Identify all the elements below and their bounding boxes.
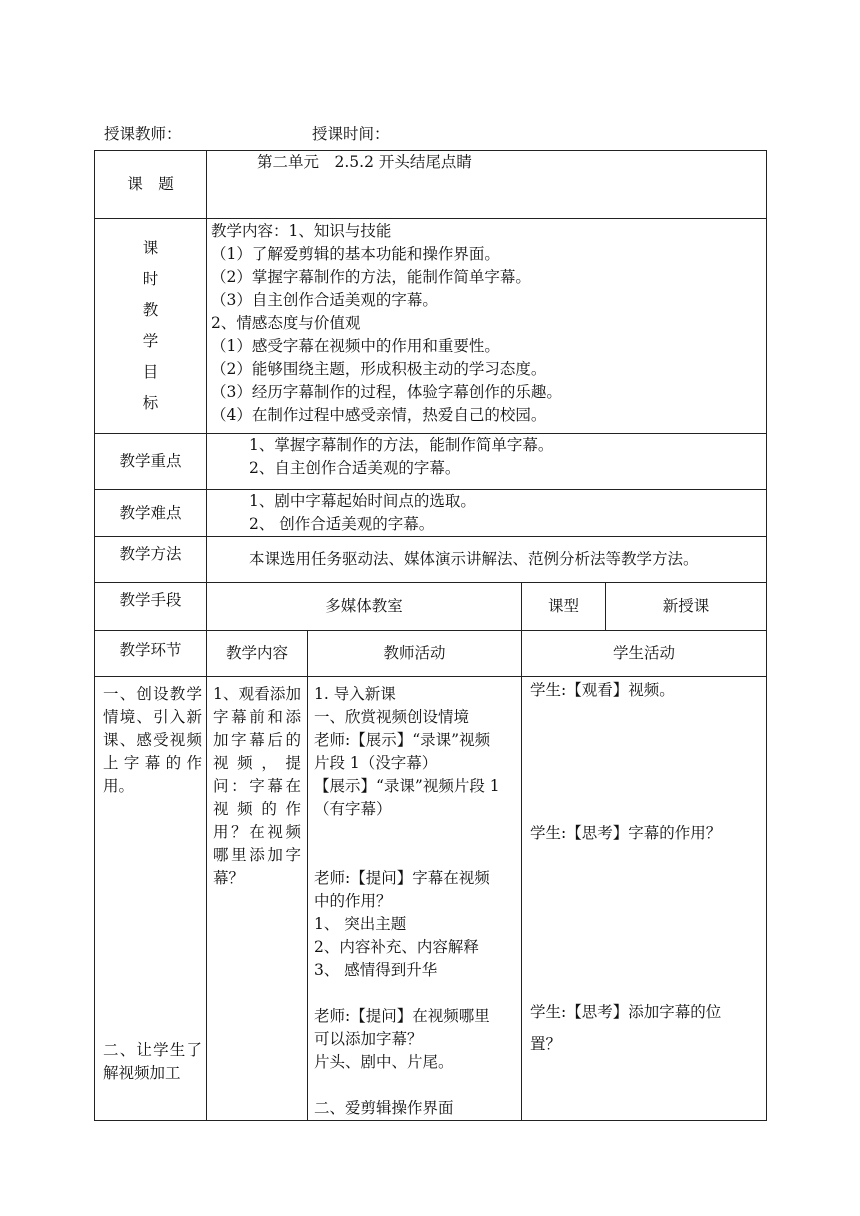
objective-line: 2、情感态度与价值观 (211, 314, 361, 332)
objectives-row (95, 219, 767, 434)
objective-line: （1）感受字幕在视频中的作用和重要性。 (211, 337, 500, 355)
topic-value: 第二单元 2.5.2 开头结尾点睛 (207, 151, 767, 219)
col-student-header: 学生活动 (522, 631, 767, 677)
objectives-label (95, 219, 207, 434)
key-point-line: 1、掌握字幕制作的方法，能制作简单字幕。 (249, 436, 554, 454)
difficulties-content (207, 490, 767, 537)
method-row (95, 537, 767, 583)
objective-line: （2）掌握字幕制作的方法，能制作简单字幕。 (211, 268, 531, 286)
difficulty-line: 2、 创作合适美观的字幕。 (249, 515, 435, 533)
difficulties-label: 教学难点 (95, 490, 207, 537)
difficulty-line: 1、剧中字幕起始时间点的选取。 (249, 492, 476, 510)
teacher-line: 1、 突出主题 (314, 915, 407, 933)
lesson-type-label: 课型 (522, 583, 606, 631)
method-label: 教学方法 (95, 537, 207, 583)
student-line: 学生:【思考】字幕的作用？ (530, 824, 722, 842)
stage-1-text: 一、创设教学情境、引入新课、感受视频上字幕的作用。 (103, 685, 202, 795)
means-value: 多媒体教室 (207, 583, 522, 631)
difficulties-row (95, 490, 767, 537)
means-label: 教学手段 (95, 583, 207, 631)
teacher-line: 老师:【展示】“录课”视频 (314, 731, 491, 749)
lesson-plan-table (94, 150, 767, 1121)
teacher-line: 1. 导入新课 (314, 685, 396, 703)
objectives-label-char: 课 (142, 239, 159, 257)
objectives-label-char: 目 (142, 363, 159, 381)
teacher-line: 一、欣赏视频创设情境 (314, 708, 470, 726)
content-cell (207, 677, 308, 1121)
topic-row (95, 151, 767, 219)
objective-line: （2）能够围绕主题，形成积极主动的学习态度。 (211, 360, 547, 378)
teacher-line: 老师:【提问】在视频哪里 (314, 1007, 490, 1025)
topic-label: 课 题 (95, 151, 207, 219)
teacher-line: 2、内容补充、内容解释 (314, 938, 479, 956)
objectives-content (207, 219, 767, 434)
col-teacher-header: 教师活动 (308, 631, 522, 677)
objectives-label-char: 教 (142, 301, 159, 319)
teacher-line: 中的作用？ (314, 892, 392, 910)
teacher-line: 3、 感情得到升华 (314, 961, 438, 979)
col-stage-header: 教学环节 (95, 631, 207, 677)
student-line: 学生:【观看】视频。 (530, 681, 675, 699)
objectives-label-char: 学 (142, 332, 159, 350)
means-row (95, 583, 767, 631)
key-point-line: 2、自主创作合适美观的字幕。 (249, 459, 461, 477)
teacher-line: 可以添加字幕？ (314, 1030, 423, 1048)
content-text: 1、观看添加字幕前和添加字幕后的视频，提问：字幕在视频的作用？在视频哪里添加字幕？ (213, 685, 301, 887)
objective-line: （3）经历字幕制作的过程，体验字幕创作的乐趣。 (211, 383, 562, 401)
key-points-label: 教学重点 (95, 434, 207, 490)
activity-row (95, 677, 767, 1121)
student-activity-cell (522, 677, 767, 1121)
objectives-label-char: 时 (142, 270, 159, 288)
objective-line: 教学内容：1、知识与技能 (211, 222, 392, 240)
columns-header-row (95, 631, 767, 677)
teacher-activity-cell (308, 677, 522, 1121)
teacher-line: 片段 1（没字幕） (314, 754, 438, 772)
teacher-line: 二、爱剪辑操作界面 (314, 1099, 454, 1117)
col-content-header: 教学内容 (207, 631, 308, 677)
stage-cell (95, 677, 207, 1121)
teacher-line: 片头、剧中、片尾。 (314, 1053, 454, 1071)
teacher-line: 【展示】“录课”视频片段 1 (314, 777, 500, 795)
student-line: 学生:【思考】添加字幕的位 (530, 1003, 722, 1021)
key-points-row (95, 434, 767, 490)
teacher-label: 授课教师： (104, 125, 182, 143)
time-label: 授课时间： (312, 125, 390, 143)
objective-line: （3）自主创作合适美观的字幕。 (211, 291, 438, 309)
objectives-label-char: 标 (142, 394, 159, 412)
student-line: 置？ (530, 1035, 562, 1053)
teacher-line: （有字幕） (314, 800, 392, 818)
lesson-type-value: 新授课 (606, 583, 767, 631)
stage-2-text: 二、让学生了解视频加工 (103, 1041, 202, 1082)
objective-line: （1）了解爱剪辑的基本功能和操作界面。 (211, 245, 500, 263)
method-value: 本课选用任务驱动法、媒体演示讲解法、范例分析法等教学方法。 (207, 537, 767, 583)
objective-line: （4）在制作过程中感受亲情，热爱自己的校园。 (211, 406, 547, 424)
teacher-line: 老师:【提问】字幕在视频 (314, 869, 490, 887)
key-points-content (207, 434, 767, 490)
